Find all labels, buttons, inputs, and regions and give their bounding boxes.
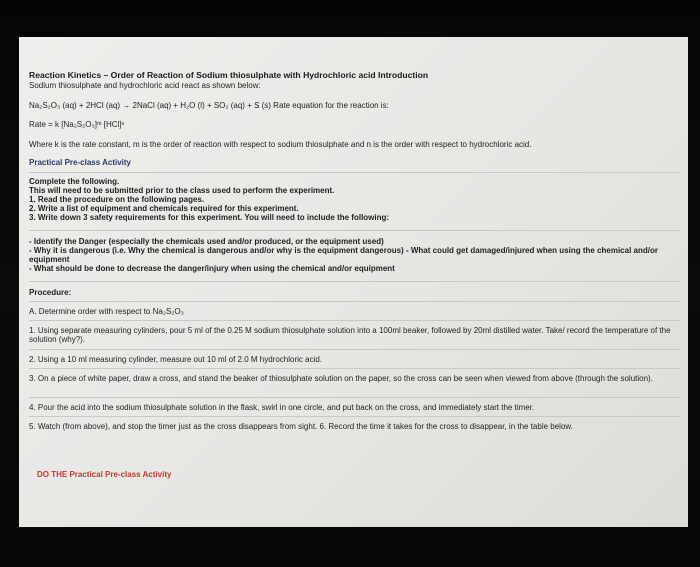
divider	[29, 368, 680, 369]
do-the-activity: DO THE Practical Pre-class Activity	[37, 470, 172, 479]
danger-line-3: - What should be done to decrease the danger/injury when using the chemical and/or equipment	[29, 264, 395, 273]
where-text: Where k is the rate constant, m is the order of reaction with respect to sodium thiosulphate and n is the order with respect to hydrochloric acid.	[29, 140, 532, 149]
practical-heading: Practical Pre-class Activity	[29, 158, 131, 167]
danger-line-1: - Identify the Danger (especially the chemicals used and/or produced, or the equipment used)	[29, 237, 384, 246]
divider	[29, 397, 680, 398]
danger-line-2: - Why it is dangerous (i.e. Why the chemical is dangerous and/or why is the equipment dangerous) - What could get damaged/injured when using the chemical and/or equipment	[29, 246, 658, 264]
complete-line-1: Complete the following.	[29, 177, 120, 186]
divider	[29, 349, 680, 350]
divider	[29, 281, 680, 282]
divider	[29, 301, 680, 302]
procedure-heading: Procedure:	[29, 288, 72, 297]
complete-line-3: 1. Read the procedure on the following pages.	[29, 195, 205, 204]
divider	[29, 416, 680, 417]
step-5: 5. Watch (from above), and stop the timer just as the cross disappears from sight. 6. Record the time it takes for the cross to disappear, in the table below.	[29, 422, 573, 431]
chemical-equation: Na₂S₂O₃ (aq) + 2HCl (aq) → 2NaCl (aq) + H₂O (l) + SO₂ (aq) + S (s) Rate equation for the reaction is:	[29, 101, 389, 110]
complete-line-2: This will need to be submitted prior to the class used to perform the experiment.	[29, 186, 335, 195]
intro-text: Sodium thiosulphate and hydrochloric acid react as shown below:	[29, 81, 261, 90]
step-3: 3. On a piece of white paper, draw a cross, and stand the beaker of thiosulphate solution on the paper, so the cross can be seen when viewed from above (through the solution).	[29, 374, 653, 383]
divider	[29, 320, 680, 321]
divider	[29, 230, 680, 231]
step-1: 1. Using separate measuring cylinders, pour 5 ml of the 0.25 M sodium thiosulphate solution into a 100ml beaker, followed by 20ml distilled water. Take/ record the temperature of the solution (why?).	[29, 326, 671, 344]
complete-line-5: 3. Write down 3 safety requirements for this experiment. You will need to include the following:	[29, 213, 390, 222]
rate-equation: Rate = k [Na₂S₂O₃]ᵐ [HCl]ⁿ	[29, 120, 125, 129]
procedure-a: A. Determine order with respect to Na₂S₂O₃	[29, 307, 184, 316]
step-2: 2. Using a 10 ml measuring cylinder, measure out 10 ml of 2.0 M hydrochloric acid.	[29, 355, 323, 364]
divider	[29, 172, 680, 173]
step-4: 4. Pour the acid into the sodium thiosulphate solution in the flask, swirl in one circle, and put back on the cross, and immediately start the timer.	[29, 403, 535, 412]
document-title: Reaction Kinetics – Order of Reaction of Sodium thiosulphate with Hydrochloric acid Introduction	[29, 70, 429, 80]
document-page	[19, 37, 688, 527]
complete-line-4: 2. Write a list of equipment and chemicals required for this experiment.	[29, 204, 299, 213]
